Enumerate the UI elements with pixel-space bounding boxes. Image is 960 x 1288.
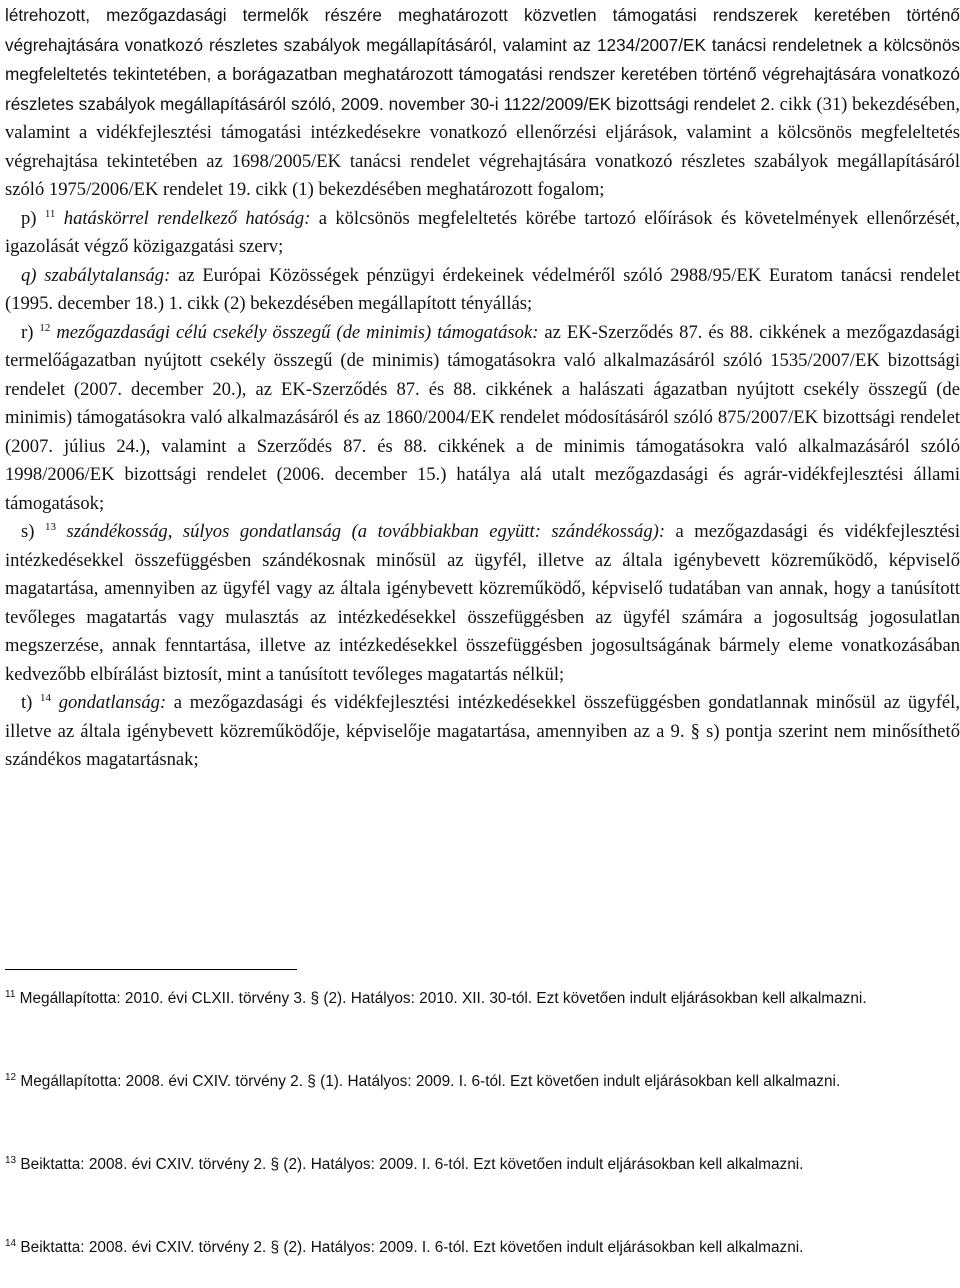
definition-p-text: a kölcsönös megfeleltetés körébe tartozó előírások és követelmények ellenőrzését, igazolását végző közigazgatási szerv; (5, 207, 960, 257)
definition-q-term: q) szabálytalanság: (21, 264, 171, 286)
footnote-ref-14[interactable]: 14 (40, 691, 52, 704)
intro-arial-text: létrehozott, mezőgazdasági termelők részére meghatározott közvetlen támogatási rendszerek keretében történő végrehajtására vonatkozó részletes szabályok megállapításáról, valamint az 1234/2007/EK tanácsi rendeletnek a kölcsönös megfeleltetés tekintetében, a borágazatban meghatározott támogatási rendszer keretében történő végrehajtására vonatkozó részletes szabályok megállapításáról szóló, 2009. november 30-i 1122/2009/EK bizottsági rendelet 2. (5, 5, 960, 114)
definition-r-prefix: r) (21, 321, 34, 343)
footnote-text: Beiktatta: 2008. évi CXIV. törvény 2. § (2). Hatályos: 2009. I. 6-tól. Ezt követően indult eljárásokban kell alkalmazni. (16, 1156, 804, 1173)
definition-p-term: hatáskörrel rendelkező hatóság: (63, 207, 311, 229)
definition-p (5, 205, 960, 262)
footnote-separator (5, 969, 297, 970)
definition-t-term: gondatlanság: (58, 692, 167, 713)
footnote-number: 11 (5, 988, 16, 1000)
definition-t-text: a mezőgazdasági és vidékfejlesztési intézkedésekkel összefüggésben gondatlannak minősül az ügyfél, illetve az általa igénybevett közreműködője, képviselője magatartása, amennyiben az a 9. § s) pontja szerint nem minősíthető szándékos magatartásnak; (5, 692, 960, 770)
definition-s-prefix: s) (21, 521, 35, 542)
footnote-14 (5, 1233, 960, 1263)
definition-t-prefix: t) (21, 692, 33, 713)
definition-t (5, 689, 960, 775)
footnote-ref-11[interactable]: 11 (44, 207, 56, 220)
footnote-text: Megállapította: 2010. évi CLXII. törvény 3. § (2). Hatályos: 2010. XII. 30-tól. Ezt követően indult eljárásokban kell alkalmazni. (15, 990, 867, 1007)
definition-p-prefix: p) (21, 207, 37, 229)
footnote-ref-13[interactable]: 13 (44, 520, 56, 533)
definition-s (5, 518, 960, 689)
main-text (5, 1, 960, 775)
definition-q-text: az Európai Közösségek pénzügyi érdekeinek védelméről szóló 2988/95/EK Euratom tanácsi rendelet (1995. december 18.) 1. cikk (2) bekezdésében megállapított tényállás; (5, 264, 960, 314)
intro-paragraph (5, 1, 960, 205)
footnote-text: Megállapította: 2008. évi CXIV. törvény 2. § (1). Hatályos: 2009. I. 6-tól. Ezt követően indult eljárásokban kell alkalmazni. (16, 1073, 841, 1090)
footnote-13 (5, 1150, 960, 1180)
footnote-number: 12 (5, 1071, 17, 1083)
footnote-ref-12[interactable]: 12 (39, 321, 51, 334)
definition-r-term: mezőgazdasági célú csekély összegű (de minimis) támogatások: (56, 321, 539, 343)
footnote-text: Beiktatta: 2008. évi CXIV. törvény 2. § (2). Hatályos: 2009. I. 6-tól. Ezt követően indult eljárásokban kell alkalmazni. (16, 1239, 804, 1256)
definition-s-term: szándékosság, súlyos gondatlanság (a továbbiakban együtt: szándékosság): (66, 521, 666, 542)
footnote-11 (5, 984, 960, 1014)
footnote-12 (5, 1067, 960, 1097)
footnote-number: 13 (5, 1154, 17, 1166)
definition-r (5, 319, 960, 519)
intro-serif-text: cikk (31) bekezdésében, valamint a vidékfejlesztési támogatási intézkedésekre vonatkozó ellenőrzési eljárások, valamint a kölcsönös megfeleltetés végrehajtása tekintetében az 1698/2005/EK tanácsi rendelet végrehajtására vonatkozó részletes szabályok megállapításáról szóló 1975/2006/EK rendelet 19. cikk (1) bekezdésében meghatározott fogalom; (5, 93, 960, 200)
footnote-number: 14 (5, 1237, 17, 1249)
definition-s-text: a mezőgazdasági és vidékfejlesztési intézkedésekkel összefüggésben szándékosnak minősül az ügyfél, illetve az általa igénybevett közreműködő, képviselő magatartása, amennyiben az ügyfél vagy az általa igénybevett közreműködő, képviselő tudatában van annak, hogy a tanúsított tevőleges magatartás vagy mulasztás az intézkedésekkel összefüggésben az ügyfél számára a jogosultság jogosulatlan megszerzése, annak fenntartása, illetve az intézkedésekkel összefüggésben jogosultságának bármely eleme vonatkozásában kedvezőbb elbírálást biztosít, mint a tanúsított tevőleges magatartás nélkül; (5, 521, 960, 685)
definition-r-text: az EK-Szerződés 87. és 88. cikkének a mezőgazdasági termelőágazatban nyújtott csekély összegű (de minimis) támogatásokra való alkalmazásáról szóló 1535/2007/EK bizottsági rendelet (2007. december 20.), az EK-Szerződés 87. és 88. cikkének a halászati ágazatban nyújtott csekély összegű (de minimis) támogatásokra való alkalmazásáról és az 1860/2004/EK rendelet módosításáról szóló 875/2007/EK bizottsági rendelet (2007. július 24.), valamint a Szerződés 87. és 88. cikkének a de minimis támogatásokra való alkalmazásáról szóló 1998/2006/EK bizottsági rendelet (2006. december 15.) hatálya alá utalt mezőgazdasági és agrár-vidékfejlesztési állami támogatások; (5, 321, 960, 514)
definition-q (5, 262, 960, 319)
